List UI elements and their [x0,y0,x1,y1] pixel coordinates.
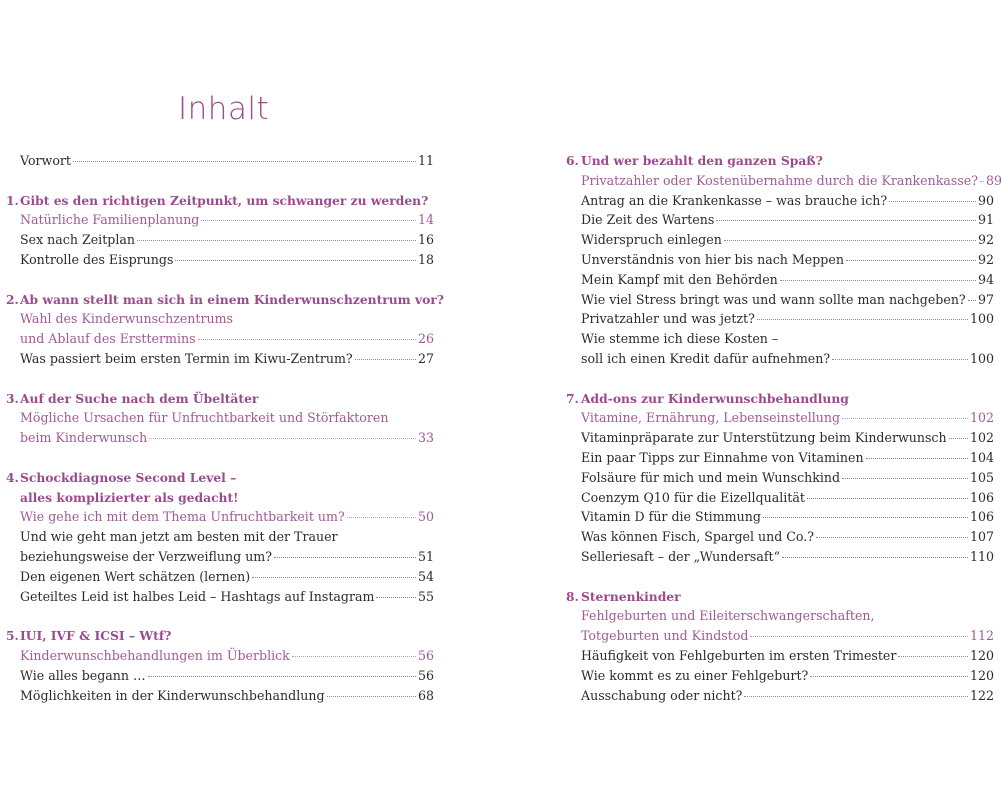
toc-entry-page: 14 [417,212,434,228]
toc-entry-text: Vorwort [20,153,71,168]
toc-entry-row [581,527,994,547]
chapter-title: Schockdiagnose Second Level – [20,469,237,485]
dot-leader [724,240,976,241]
toc-entry-row [20,507,434,527]
toc-entry-row [20,587,434,607]
chapter-heading [560,151,994,171]
toc-entry-text: Kontrolle des Eisprungs [20,251,174,267]
toc-entry-row [581,171,1002,191]
toc-entry [560,309,994,329]
toc-entry-text: Mein Kampf mit den Behörden [581,271,778,287]
toc-entry-text: Wie stemme ich diese Kosten – [581,331,779,347]
dot-leader [807,498,968,499]
toc-entry-row [20,686,434,706]
dot-leader [175,260,416,261]
toc-entry-row [581,428,994,448]
toc-entry-page: 54 [417,568,434,584]
dot-leader [750,636,967,637]
dot-leader [327,696,416,697]
toc-entry-row [20,567,434,587]
toc-entry-row [581,606,994,626]
toc-entry [560,646,994,666]
toc-entry [0,210,434,230]
chapter-title: Add-ons zur Kinderwunschbehandlung [581,390,849,406]
chapter-heading-cont [0,488,434,508]
chapter-number: 2. [6,291,19,307]
toc-entry [0,408,434,428]
toc-entry-text: Natürliche Familienplanung [20,212,200,228]
toc-entry-text: Und wie geht man jetzt am besten mit der Trauer [20,529,338,545]
toc-entry-page: 18 [417,251,434,267]
toc-entry-page: 55 [417,588,434,604]
toc-entry [560,349,994,369]
toc-entry-row [581,488,994,508]
toc-entry-text: Kinderwunschbehandlungen im Überblick [20,647,290,663]
toc-entry [560,527,994,547]
dot-leader [198,339,416,340]
chapter-title: IUI, IVF & ICSI – Wtf? [20,628,172,644]
dot-leader [968,300,976,301]
chapter-number: 1. [6,192,19,208]
toc-entry [560,666,994,686]
toc-entry-text: beziehungsweise der Verzweiflung um? [20,548,273,564]
toc-entry-row [581,290,994,310]
toc-entry-row [581,191,994,211]
toc-entry [560,428,994,448]
toc-entry-row [20,309,434,329]
toc-column-left [0,151,445,725]
dot-leader [832,359,968,360]
toc-entry-text: Sex nach Zeitplan [20,232,135,248]
toc-chapter [560,151,1002,369]
dot-leader [252,577,416,578]
toc-entry-row [581,309,994,329]
toc-entry [0,587,434,607]
dot-leader [842,478,968,479]
toc-entry [0,329,434,349]
toc-entry [560,329,994,349]
toc-chapter [0,468,434,607]
toc-entry-text: Selleriesaft – der „Wundersaft“ [581,548,781,564]
toc-entry-text: Wie viel Stress bringt was und wann sollte man nachgeben? [581,291,966,307]
toc-chapter [0,290,445,369]
toc-entry-page: 110 [969,548,994,564]
toc-entry-text: Die Zeit des Wartens [581,212,715,228]
toc-entry-row [581,646,994,666]
toc-entry-row [20,151,434,171]
toc-entry-page: 92 [977,232,994,248]
toc-entry-text: Folsäure für mich und mein Wunschkind [581,469,841,485]
toc-entry-page: 33 [417,430,434,446]
toc-entry-page: 51 [417,548,434,564]
dot-leader [780,280,976,281]
toc-entry-row [581,408,994,428]
toc-entry [0,309,434,329]
toc-entry-row [20,329,434,349]
toc-entry-row [20,428,434,448]
toc-entry-row [581,270,994,290]
chapter-heading [560,389,994,409]
chapter-number: 7. [566,390,579,406]
toc-entry-text: Coenzym Q10 für die Eizellqualität [581,489,805,505]
toc-entry-text: Geteiltes Leid ist halbes Leid – Hashtags auf Instagram [20,588,375,604]
toc-chapter [0,626,434,705]
chapter-title: Sternenkinder [581,588,681,604]
toc-entry-page: 120 [969,667,994,683]
toc-entry-page: 56 [417,667,434,683]
dot-leader [889,201,976,202]
page-title: Inhalt [178,91,270,127]
toc-entry-row [581,666,994,686]
toc-entry [560,507,994,527]
toc-entry-text: Antrag an die Krankenkasse – was brauche ich? [581,192,888,208]
toc-entry-row [581,448,994,468]
toc-entry-page: 90 [977,192,994,208]
dot-leader [763,517,968,518]
chapter-title: Und wer bezahlt den ganzen Spaß? [581,153,823,168]
dot-leader [810,676,968,677]
toc-entry [0,151,434,171]
toc-entry-text: Privatzahler und was jetzt? [581,311,755,327]
toc-entry [0,428,434,448]
toc-entry-row [581,547,994,567]
chapter-heading [0,389,434,409]
chapter-heading [560,587,994,607]
toc-entry-page: 27 [417,350,434,366]
dot-leader [347,517,416,518]
chapter-number: 6. [566,153,579,168]
toc-entry-page: 102 [969,410,994,426]
toc-entry-row [581,349,994,369]
dot-leader [149,438,416,439]
toc-entry-row [20,527,434,547]
dot-leader [898,656,968,657]
toc-entry [0,250,434,270]
dot-leader [842,418,968,419]
dot-leader [816,537,968,538]
dot-leader [846,260,976,261]
toc-entry [0,507,434,527]
toc-entry [560,686,994,706]
chapter-number: 5. [6,628,19,644]
toc-entry-text: Widerspruch einlegen [581,232,722,248]
toc-entry-page: 56 [417,647,434,663]
toc-entry [560,290,994,310]
dot-leader [716,220,976,221]
chapter-heading [0,626,434,646]
chapter-heading [0,290,445,310]
chapter-title: alles komplizierter als gedacht! [20,489,239,505]
toc-entry [560,230,994,250]
toc-entry [560,606,994,626]
toc-entry-page: 100 [969,311,994,327]
toc-entry-row [20,250,434,270]
toc-entry-page: 106 [969,509,994,525]
toc-entry [0,349,434,369]
toc-entry-row [581,210,994,230]
toc-chapter [0,191,434,270]
toc-entry-text: Unverständnis von hier bis nach Meppen [581,251,844,267]
toc-entry-page: 94 [977,271,994,287]
toc-entry [560,191,994,211]
toc-entry-row [20,666,434,686]
dot-leader [376,597,416,598]
dot-leader [148,676,416,677]
chapter-number: 3. [6,390,19,406]
toc-entry [0,646,434,666]
toc-entry-text: Ausschabung oder nicht? [581,687,743,703]
chapter-title: Ab wann stellt man sich in einem Kinderwunschzentrum vor? [20,291,445,307]
toc-entry [0,686,434,706]
toc-entry-row [20,349,434,369]
toc-entry-text: Wahl des Kinderwunschzentrums [20,311,233,327]
toc-entry-row [581,626,994,646]
toc-entry-row [581,507,994,527]
toc-entry-text: Den eigenen Wert schätzen (lernen) [20,568,251,584]
dot-leader [274,557,416,558]
toc-entry-text: und Ablauf des Ersttermins [20,331,196,347]
toc-entry [560,408,994,428]
toc-entry-page: 112 [969,628,994,644]
toc-entry-row [581,230,994,250]
toc-column-right [560,151,1002,725]
toc-entry-page: 102 [969,430,994,446]
toc-entry [560,250,994,270]
dot-leader [757,319,968,320]
toc-entry-page: 16 [417,232,434,248]
toc-entry-text: Privatzahler oder Kostenübernahme durch die Krankenkasse? [581,172,979,188]
chapter-heading [0,468,434,488]
toc-entry [560,547,994,567]
toc-entry [560,448,994,468]
toc-entry-text: Was passiert beim ersten Termin im Kiwu-Zentrum? [20,350,353,366]
toc-entry-page: 104 [969,449,994,465]
toc-entry-page: 106 [969,489,994,505]
toc-entry-page: 68 [417,687,434,703]
toc-entry-page: 91 [977,212,994,228]
dot-leader [292,656,416,657]
toc-entry-page: 105 [969,469,994,485]
toc-entry-text: Fehlgeburten und Eileiterschwangerschaften, [581,608,875,624]
toc-entry-text: Möglichkeiten in der Kinderwunschbehandlung [20,687,325,703]
toc-entry-page: 11 [417,153,434,168]
toc-entry-text: Wie kommt es zu einer Fehlgeburt? [581,667,809,683]
toc-entry-text: Vitaminpräparate zur Unterstützung beim Kinderwunsch [581,430,947,446]
chapter-number: 4. [6,469,19,485]
toc-entry-row [20,230,434,250]
toc-section-preface [0,151,434,171]
dot-leader [866,458,968,459]
toc-entry-row [20,210,434,230]
toc-entry-row [581,468,994,488]
dot-leader [73,161,416,162]
dot-leader [744,696,968,697]
toc-chapter [560,587,994,706]
toc-entry-row [20,547,434,567]
toc-entry-page: 107 [969,529,994,545]
toc-entry-text: Vitamine, Ernährung, Lebenseinstellung [581,410,841,426]
toc-entry-row [20,646,434,666]
toc-entry-text: Totgeburten und Kindstod [581,628,749,644]
toc-entry-page: 122 [969,687,994,703]
dot-leader [782,557,968,558]
dot-leader [137,240,416,241]
dot-leader [980,181,984,182]
toc-entry-page: 92 [977,251,994,267]
chapter-heading [0,191,434,211]
toc-entry-page: 26 [417,331,434,347]
toc-entry-text: Häufigkeit von Fehlgeburten im ersten Trimester [581,647,897,663]
toc-entry-row [581,329,994,349]
toc-chapter [560,389,994,567]
toc-entry [560,468,994,488]
chapter-number: 8. [566,588,579,604]
toc-entry [0,567,434,587]
toc-entry [560,626,994,646]
toc-entry [0,527,434,547]
toc-entry [560,171,1002,191]
toc-entry [0,547,434,567]
toc-entry [560,210,994,230]
chapter-title: Auf der Suche nach dem Übeltäter [20,390,259,406]
dot-leader [355,359,416,360]
toc-entry-text: Wie alles begann … [20,667,146,683]
toc-entry-text: Wie gehe ich mit dem Thema Unfruchtbarkeit um? [20,509,345,525]
toc-entry-text: Mögliche Ursachen für Unfruchtbarkeit und Störfaktoren [20,410,389,426]
dot-leader [201,220,416,221]
toc-entry-page: 120 [969,647,994,663]
toc-entry-page: 100 [969,350,994,366]
toc-entry [0,230,434,250]
toc-chapter [0,389,434,448]
toc-entry-row [581,686,994,706]
toc-entry-row [20,408,434,428]
dot-leader [949,438,968,439]
chapter-title: Gibt es den richtigen Zeitpunkt, um schwanger zu werden? [20,192,429,208]
toc-entry-text: Ein paar Tipps zur Einnahme von Vitaminen [581,449,864,465]
toc-entry [0,666,434,686]
toc-entry [560,270,994,290]
toc-entry-page: 97 [977,291,994,307]
toc-entry-page: 50 [417,509,434,525]
toc-entry-text: beim Kinderwunsch [20,430,148,446]
toc-entry [560,488,994,508]
toc-entry-text: Was können Fisch, Spargel und Co.? [581,529,815,545]
toc-entry-text: Vitamin D für die Stimmung [581,509,761,525]
toc-entry-page: 89 [986,172,1002,188]
toc-entry-row [581,250,994,270]
toc-entry-text: soll ich einen Kredit dafür aufnehmen? [581,350,831,366]
